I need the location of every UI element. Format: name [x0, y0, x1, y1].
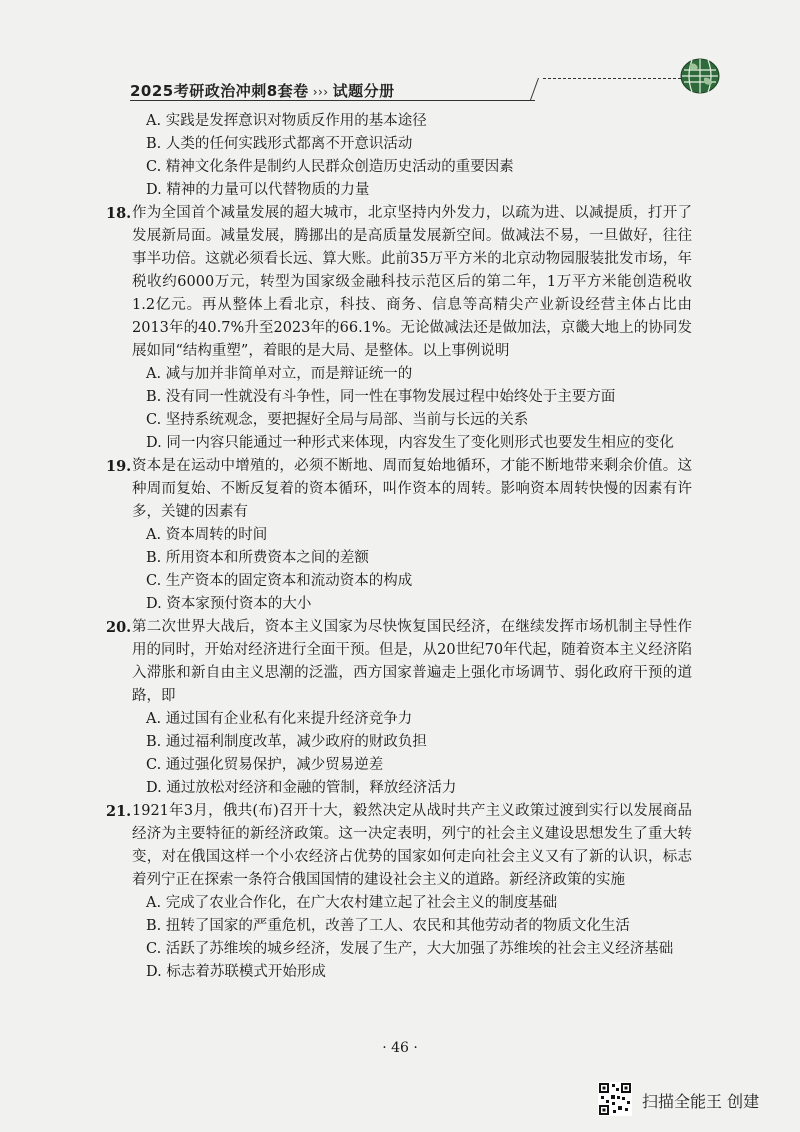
option-c: C. 精神文化条件是制约人民群众创造历史活动的重要因素	[146, 159, 514, 175]
header-rule-dashed	[543, 78, 681, 79]
option-c: C. 坚持系统观念，要把握好全局与局部、当前与长远的关系	[146, 412, 529, 428]
question-stem: 资本是在运动中增殖的，必须不断地、周而复始地循环，才能不断地带来剩余价值。这种周而复始、不断反复着的资本循环，叫作资本的周转。影响资本周转快慢的因素有许多，关键的因素有	[132, 458, 692, 520]
option-d: D. 标志着苏联模式开始形成	[146, 964, 326, 980]
option-b: B. 所用资本和所费资本之间的差额	[146, 550, 369, 566]
option-b: B. 通过福利制度改革，减少政府的财政负担	[146, 734, 427, 750]
book-subtitle: 试题分册	[332, 82, 395, 100]
question-number: 20.	[106, 619, 132, 636]
option-a: A. 资本周转的时间	[146, 527, 268, 543]
option-c: C. 通过强化贸易保护，减少贸易逆差	[146, 757, 384, 773]
globe-logo-icon	[678, 56, 722, 96]
question-21	[106, 800, 692, 984]
header-rule-slash	[530, 78, 539, 100]
qr-code-icon	[598, 1082, 632, 1116]
header-rule	[130, 100, 535, 101]
question-stem: 第二次世界大战后，资本主义国家为尽快恢复国民经济，在继续发挥市场机制主导性作用的同时，开始对经济进行全面干预。但是，从20世纪70年代起，随着资本主义经济陷入滞胀和新自由主义思潮的泛滥，西方国家普遍走上强化市场调节、弱化政府干预的道路，即	[132, 619, 692, 704]
question-20	[106, 616, 692, 800]
option-a: A. 通过国有企业私有化来提升经济竞争力	[146, 711, 413, 727]
option-c: C. 活跃了苏维埃的城乡经济，发展了生产，大大加强了苏维埃的社会主义经济基础	[146, 941, 674, 957]
option-d: D. 同一内容只能通过一种形式来体现，内容发生了变化则形式也要发生相应的变化	[146, 435, 674, 451]
option-a: A. 实践是发挥意识对物质反作用的基本途径	[146, 113, 427, 129]
option-d: D. 通过放松对经济和金融的管制，释放经济活力	[146, 780, 457, 796]
question-content	[106, 110, 692, 984]
header-title	[130, 80, 395, 101]
question-18	[106, 202, 692, 455]
page-header	[130, 76, 790, 106]
book-title: 2025考研政治冲刺8套卷	[130, 82, 309, 100]
question-stem: 作为全国首个减量发展的超大城市，北京坚持内外发力，以疏为进、以减提质，打开了发展新局面。减量发展，腾挪出的是高质量发展新空间。做减法不易，一旦做好，往往事半功倍。这就必须看长远、算大账。此前35万平方米的北京动物园服装批发市场，年税收约6000万元，转型为国家级金融科技示范区后的第二年，1万平方米能创造税收1.2亿元。再从整体上看北京，科技、商务、信息等高精尖产业新设经营主体占比由2013年的40.7%升至2023年的66.1%。无论做减法还是做加法，京畿大地上的协同发展如同“结构重塑”，着眼的是大局、是整体。以上事例说明	[132, 205, 692, 359]
option-d: D. 资本家预付资本的大小	[146, 596, 312, 612]
scanner-label: 扫描全能王 创建	[642, 1092, 760, 1111]
page-number: · 46 ·	[382, 1040, 418, 1056]
question-number: 18.	[106, 205, 132, 222]
arrows-icon: ›››	[312, 85, 329, 99]
question-19	[106, 455, 692, 616]
option-a: A. 减与加并非简单对立，而是辩证统一的	[146, 366, 413, 382]
option-b: B. 没有同一性就没有斗争性，同一性在事物发展过程中始终处于主要方面	[146, 389, 616, 405]
option-c: C. 生产资本的固定资本和流动资本的构成	[146, 573, 413, 589]
option-b: B. 人类的任何实践形式都离不开意识活动	[146, 136, 413, 152]
option-d: D. 精神的力量可以代替物质的力量	[146, 182, 370, 198]
question-number: 19.	[106, 458, 132, 475]
question-17-options	[132, 110, 692, 202]
question-number: 21.	[106, 803, 132, 820]
option-b: B. 扭转了国家的严重危机，改善了工人、农民和其他劳动者的物质文化生活	[146, 918, 630, 934]
option-a: A. 完成了农业合作化，在广大农村建立起了社会主义的制度基础	[146, 895, 558, 911]
question-stem: 1921年3月，俄共(布)召开十大，毅然决定从战时共产主义政策过渡到实行以发展商品经济为主要特征的新经济政策。这一决定表明，列宁的社会主义建设思想发生了重大转变，对在俄国这样一个小农经济占优势的国家如何走向社会主义又有了新的认识，标志着列宁正在探索一条符合俄国国情的建设社会主义的道路。新经济政策的实施	[132, 803, 692, 888]
